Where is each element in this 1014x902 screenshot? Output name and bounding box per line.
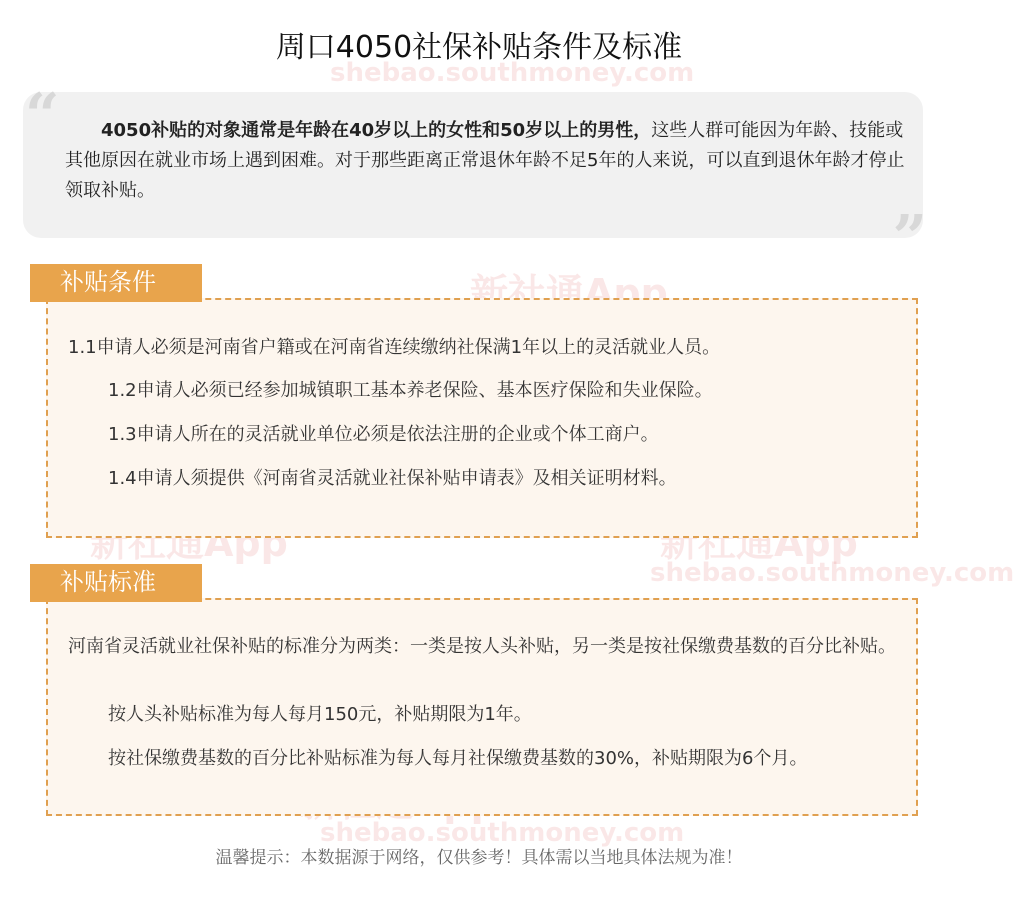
watermark-url: shebao.southmoney.com (650, 558, 1014, 588)
page-title: 周口4050社保补贴条件及标准 (275, 30, 683, 65)
intro-rest-text: 这些人群可能因为年龄、技能或其他原因在就业市场上遇到困难。对于那些距离正常退休年龄不足5年的人来说，可以直到退休年龄才停止领取补贴。 (65, 120, 905, 201)
watermark-brand: 新社通App (660, 521, 858, 565)
watermark-brand: 新社通App (90, 521, 288, 565)
condition-item: 1.4申请人须提供《河南省灵活就业社保补贴申请表》及相关证明材料。 (108, 468, 677, 489)
conditions-box (46, 298, 918, 538)
standards-lead: 河南省灵活就业社保补贴的标准分为两类：一类是按人头补贴，另一类是按社保缴费基数的百分比补贴。 (68, 636, 896, 657)
standard-item: 按社保缴费基数的百分比补贴标准为每人每月社保缴费基数的30%，补贴期限为6个月。 (108, 748, 808, 769)
quote-open-icon: “ (25, 81, 60, 151)
watermark-url: shebao.southmoney.com (330, 58, 695, 88)
standards-heading: 补贴标准 (30, 564, 202, 602)
condition-item: 1.3申请人所在的灵活就业单位必须是依法注册的企业或个体工商户。 (108, 424, 659, 445)
condition-item: 1.1申请人必须是河南省户籍或在河南省连续缴纳社保满1年以上的灵活就业人员。 (68, 337, 721, 358)
condition-item: 1.2申请人必须已经参加城镇职工基本养老保险、基本医疗保险和失业保险。 (108, 380, 713, 401)
standard-item: 按人头补贴标准为每人每月150元，补贴期限为1年。 (108, 704, 532, 725)
watermark-brand: 新社通App (470, 271, 668, 315)
quote-close-icon: ” (892, 203, 927, 273)
watermark-url: shebao.southmoney.com (320, 818, 685, 848)
standards-box (46, 598, 918, 816)
intro-bold-text: 4050补贴的对象通常是年龄在40岁以上的女性和50岁以上的男性， (101, 120, 652, 141)
footer-note: 温馨提示：本数据源于网络，仅供参考！具体需以当地具体法规为准！ (215, 848, 743, 868)
conditions-heading: 补贴条件 (30, 264, 202, 302)
intro-quote-box (23, 81, 927, 273)
intro-text (65, 116, 905, 206)
